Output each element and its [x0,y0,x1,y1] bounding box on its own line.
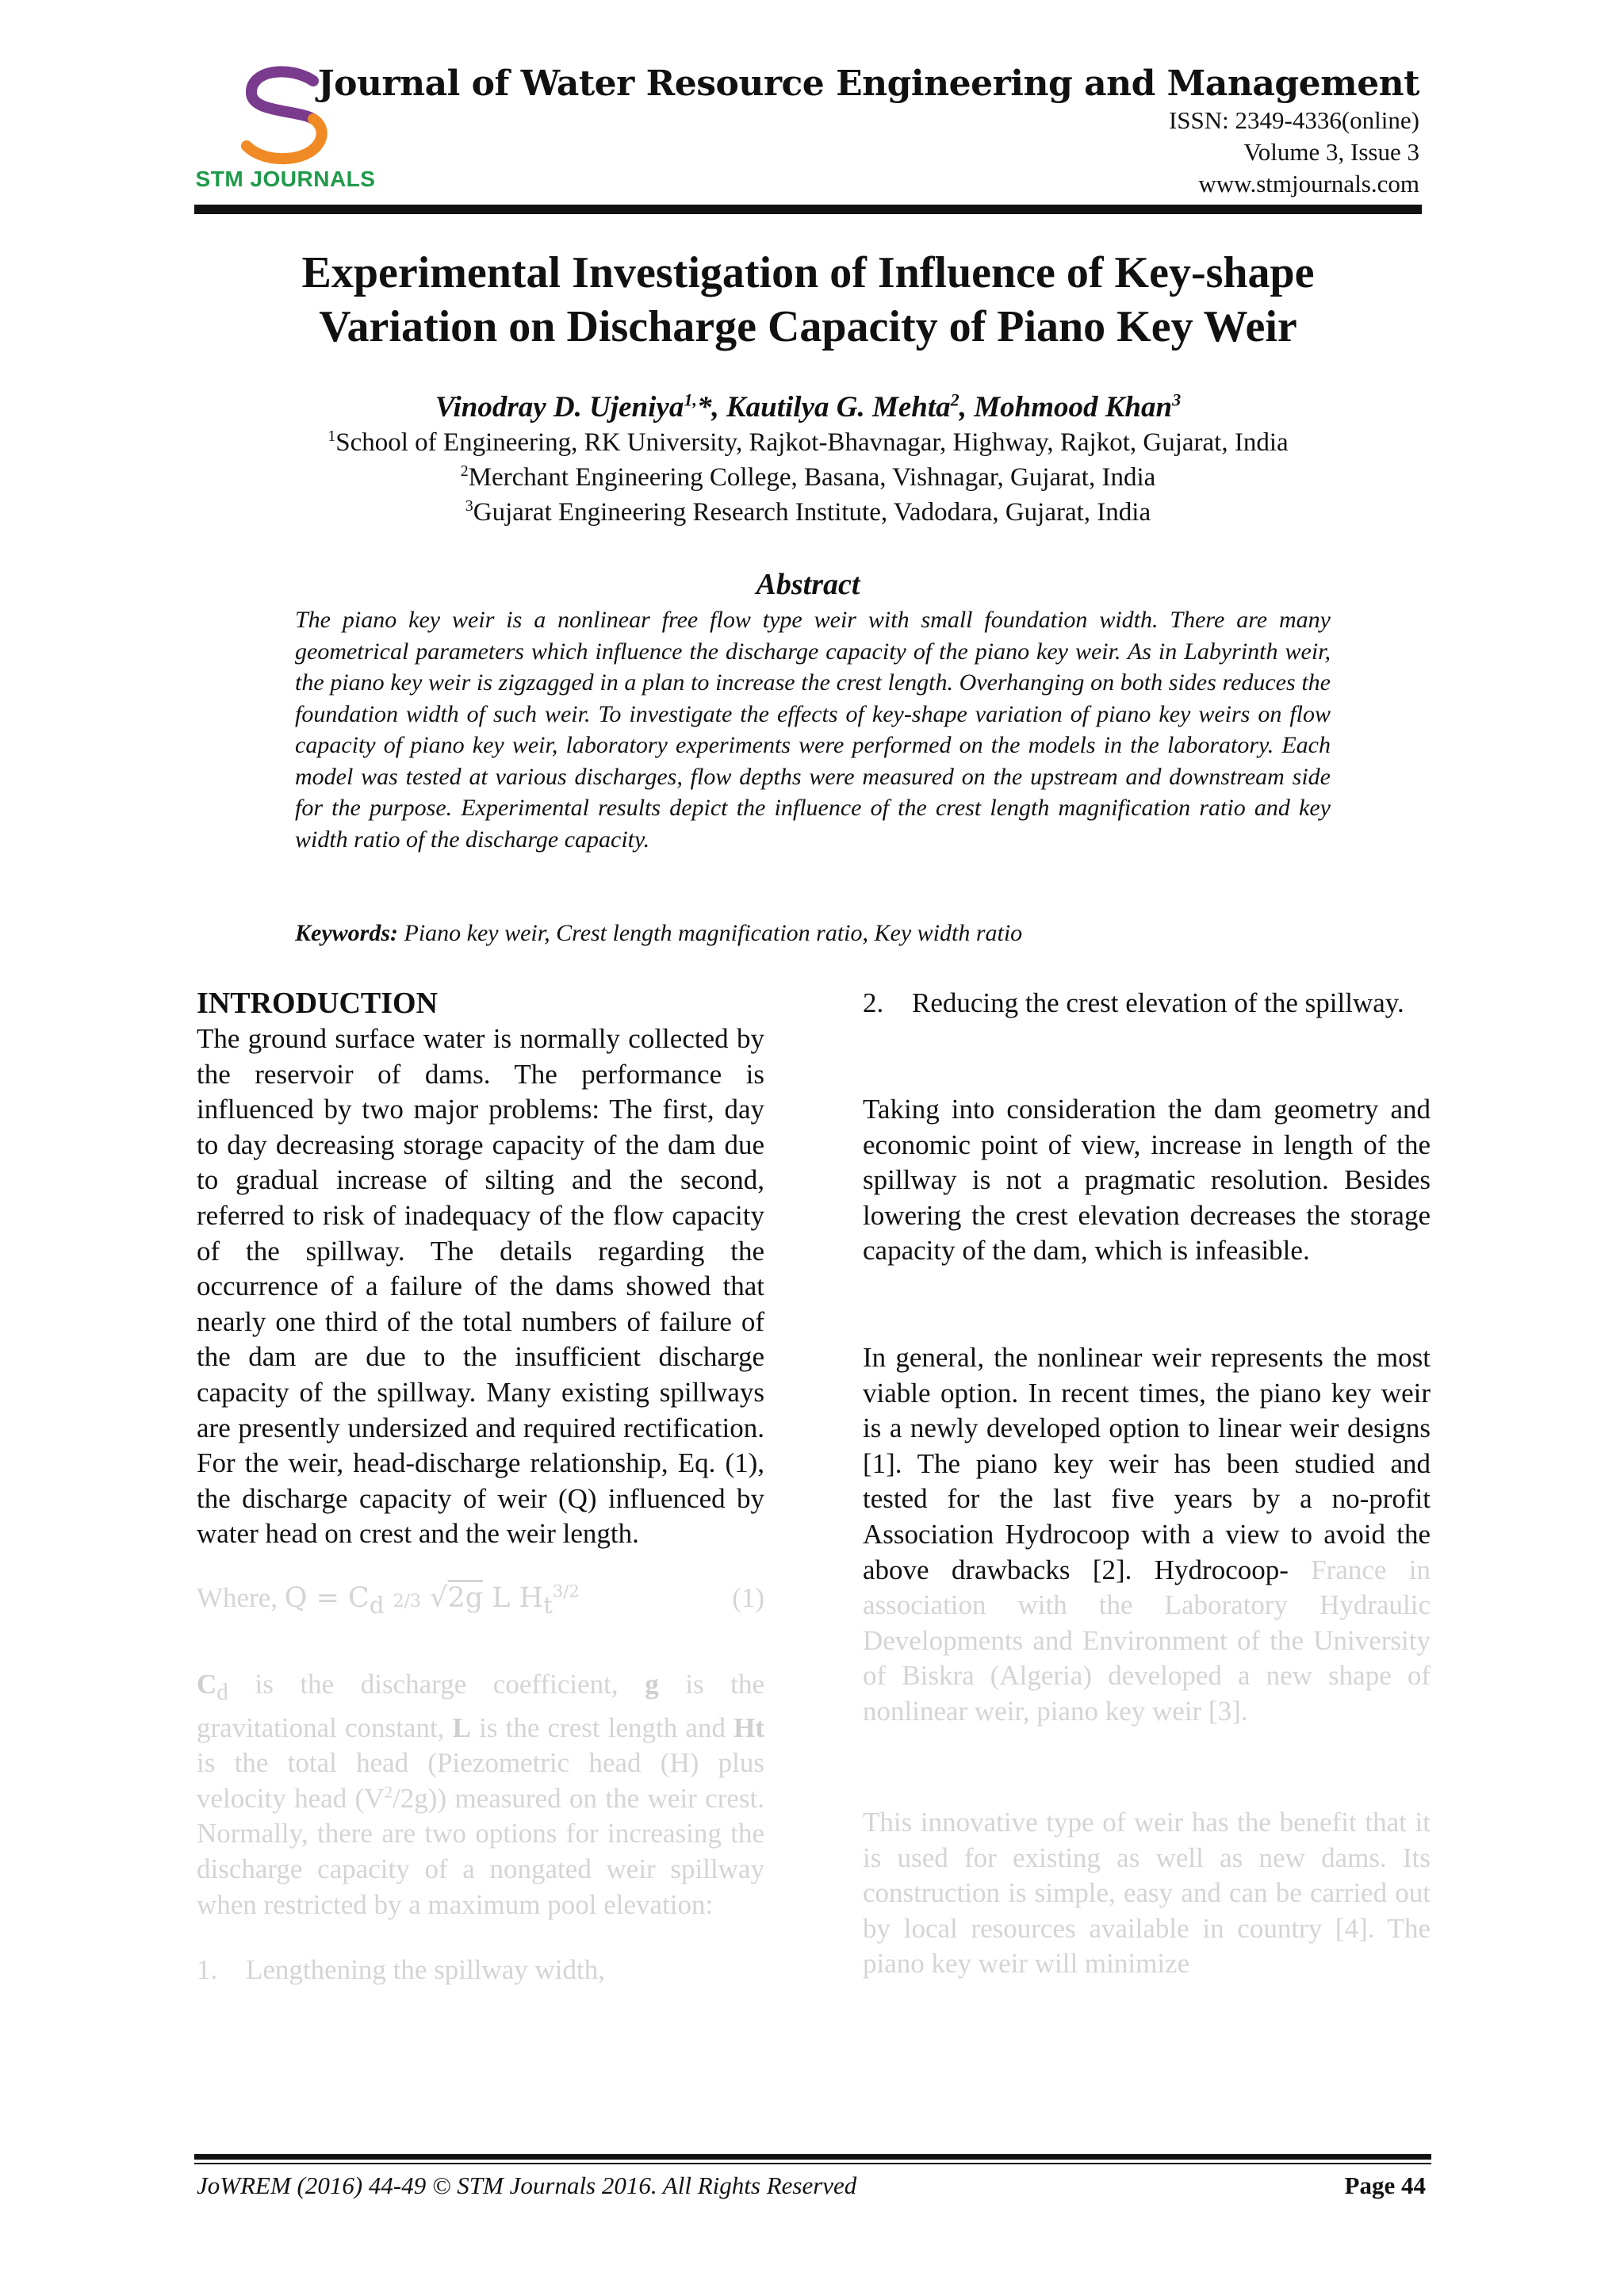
list-item-1 [197,1953,814,1988]
affiliation-mark: 1 [327,427,336,445]
author-separator: , [959,391,975,424]
footer-rule-thin [194,2163,1431,2164]
section-heading-introduction: INTRODUCTION [197,987,439,1020]
author-name: Vinodray D. Ujeniya [435,391,684,424]
author-affiliation-mark: 2 [950,389,959,410]
affiliation-mark: 3 [465,497,473,515]
page-number: Page 44 [1344,2171,1426,2199]
header-rule [194,205,1422,214]
var-Ht: Ht [733,1711,765,1743]
para4-faded: France in association with the Laboratory Hydraulic Developments and Environment of the University of Biskra (Algeria) developed a new shape of nonlinear weir, piano key weir [3]. [863,1554,1431,1727]
equation-1 [197,1582,764,1619]
intro-paragraph-2 [197,1667,764,1922]
affiliation-mark: 2 [460,462,469,480]
intro-paragraph-1: The ground surface water is normally collected by the reservoir of dams. The performance is influenced by two major problems: The first, day to day decreasing storage capacity of the dam due to gradual increase of silting and the second, referred to risk of inadequacy of the flow capacity of the spillway. The details regarding the occurrence of a failure of the dams showed that nearly one third of the total numbers of failure of the dam are due to the insufficient discharge capacity of the spillway. Many existing spillways are presently undersized and required rectification. For the weir, head-discharge relationship, Eq. (1), the discharge capacity of weir (Q) influenced by water head on crest and the weir length. [197,1023,764,1550]
affiliation-text: Gujarat Engineering Research Institute, Vadodara, Gujarat, India [473,498,1151,527]
para2-text-b: is the gravitational constant, [197,1669,765,1743]
abstract-body: The piano key weir is a nonlinear free flow type weir with small foundation width. There are many geometrical parameters which influence the discharge capacity of the piano key weir. As in Labyrinth weir, the piano key weir is zigzagged in a plan to increase the crest length. Overhanging on both sides reduces the foundation width of such weir. To investigate the effects of key-shape variation of piano key weirs on flow capacity of piano key weir, laboratory experiments were performed on the models in the laboratory. Each model was tested at various discharges, flow depths were measured on the upstream and downstream side for the purpose. Experimental results depict the influence of the crest length magnification ratio and key width ratio of the discharge capacity. [295,607,1331,853]
journal-website-link[interactable]: www.stmjournals.com [1198,170,1419,197]
affiliation-text: Merchant Engineering College, Basana, Vishnagar, Gujarat, India [468,463,1156,492]
para2-text-e: /2g)) measured on the weir crest. Normally, there are two options for increasing the discharge capacity of a nongated weir spillway when restricted by a maximum pool elevation: [197,1782,764,1920]
var-cd-subscript: d [216,1680,228,1705]
affiliation [194,498,1422,527]
journal-title: Journal of Water Resource Engineering and Management [317,63,1419,104]
var-g: g [645,1669,659,1700]
intro-paragraph-4 [863,1340,1431,1730]
list-text: Lengthening the spillway width, [246,1954,605,1985]
para2-text-c: is the crest length and [479,1711,726,1743]
equation-number: (1) [732,1582,764,1613]
paper-title [194,246,1422,354]
footer-rule [194,2154,1431,2160]
equation-prefix: Where, [197,1582,278,1613]
keywords-label: Keywords: [295,920,398,946]
volume-issue: Volume 3, Issue 3 [1243,138,1419,166]
para2-superscript: 2 [384,1782,393,1802]
intro-paragraph-3: Taking into consideration the dam geometry and economic point of view, increase in length of the spillway is not a pragmatic resolution. Besides lowering the crest elevation decreases the storage capacity of the dam, which is infeasible. [863,1094,1431,1267]
abstract-heading: Abstract [756,568,860,601]
author-list [194,390,1422,424]
affiliation [194,428,1422,458]
var-L: L [452,1711,471,1743]
paper-title-line-1: Experimental Investigation of Influence of Key-shape [301,248,1315,297]
author-name: Kautilya G. Mehta [726,391,951,424]
author-affiliation-mark: 3 [1172,389,1182,410]
footer-citation: JoWREM (2016) 44-49 © STM Journals 2016. All Rights Reserved [197,2171,857,2199]
intro-paragraph-5: This innovative type of weir has the benefit that it is used for existing as well as new dams. Its construction is simple, easy and can be carried out by local resources available in country [4]. The piano key weir will minimize [863,1807,1431,1980]
list-item-2 [863,986,1480,1022]
issn: ISSN: 2349-4336(online) [1168,106,1419,134]
keywords-text: Piano key weir, Crest length magnification ratio, Key width ratio [404,920,1023,946]
list-text: Reducing the crest elevation of the spillway. [912,987,1404,1018]
logo-text: STM JOURNALS [195,167,376,191]
author-affiliation-mark: 1, [684,389,697,410]
keywords [295,920,1331,947]
affiliation-text: School of Engineering, RK University, Rajkot-Bhavnagar, Highway, Rajkot, Gujarat, India [335,428,1289,457]
var-cd: C [197,1669,217,1700]
list-number: 2. [863,987,884,1018]
paper-title-line-2: Variation on Discharge Capacity of Piano Key Weir [319,302,1297,351]
para2-text-a: is the discharge coefficient, [255,1669,619,1700]
equation-formula: $Q = C_d$ 2/3 √2g L $H_t^{3/2}$ [284,1581,580,1619]
author-separator: *, [696,391,726,424]
affiliation [194,463,1422,493]
para4-visible: In general, the nonlinear weir represents the most viable option. In recent times, the piano key weir is a newly developed option to linear weir designs [1]. The piano key weir has been studied and tested for the last five years by a no-profit Association Hydrocoop with a view to avoid the above drawbacks [2]. Hydrocoop- [863,1342,1431,1585]
list-number: 1. [197,1954,218,1985]
author-name: Mohmood Khan [974,391,1173,424]
para2-text-d: is the total head (Piezometric head (H) plus velocity head (V [197,1747,764,1814]
